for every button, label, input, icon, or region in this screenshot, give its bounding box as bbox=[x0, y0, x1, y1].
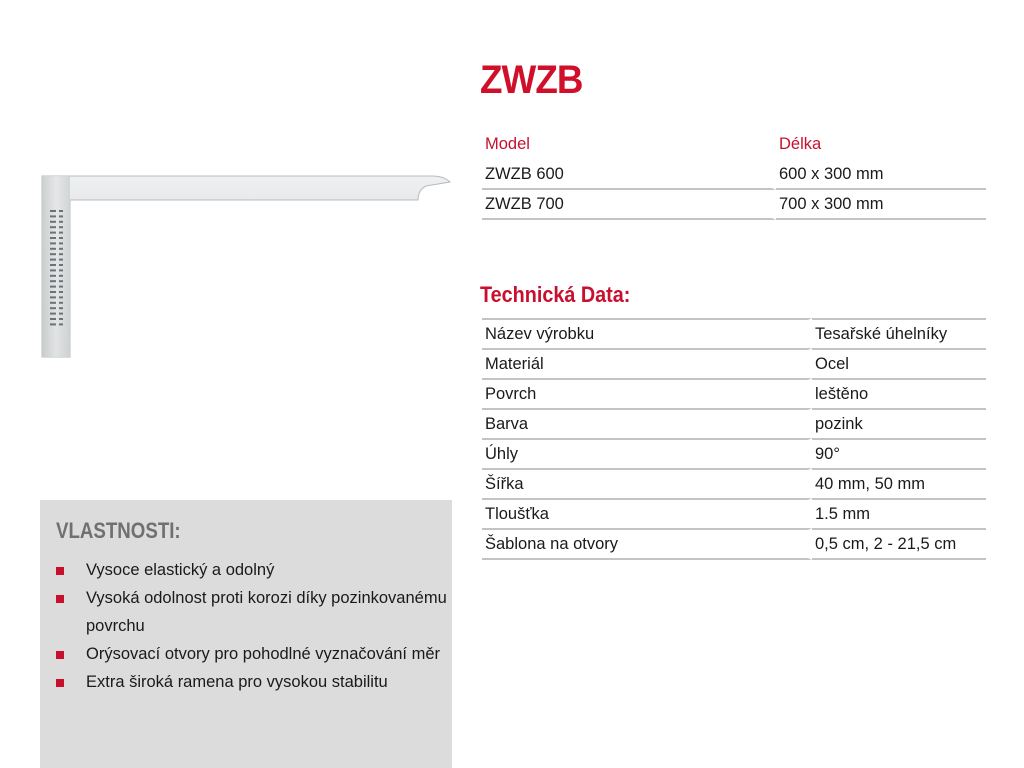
features-list bbox=[56, 556, 456, 696]
scribe-hole bbox=[59, 253, 63, 255]
features-heading: VLASTNOSTI: bbox=[56, 518, 181, 543]
scribe-hole bbox=[59, 291, 63, 293]
spec-label: Šířka bbox=[482, 468, 812, 498]
table-row bbox=[482, 468, 986, 498]
tech-data-table bbox=[482, 318, 986, 560]
table-row bbox=[482, 438, 986, 468]
spec-value: 1.5 mm bbox=[812, 498, 986, 528]
scribe-hole bbox=[59, 232, 63, 234]
spec-label: Povrch bbox=[482, 378, 812, 408]
table-row bbox=[482, 348, 986, 378]
tech-data-heading: Technická Data: bbox=[480, 282, 631, 307]
scribe-hole bbox=[50, 253, 56, 255]
scribe-hole bbox=[50, 269, 56, 271]
scribe-hole bbox=[50, 259, 56, 261]
scribe-hole bbox=[59, 269, 63, 271]
scribe-hole bbox=[50, 291, 56, 293]
scribe-hole bbox=[59, 275, 63, 277]
scribe-hole bbox=[50, 264, 56, 266]
length-cell: 600 x 300 mm bbox=[776, 160, 986, 190]
spec-label: Tloušťka bbox=[482, 498, 812, 528]
spec-value: 40 mm, 50 mm bbox=[812, 468, 986, 498]
scribe-hole bbox=[59, 296, 63, 298]
spec-value: pozink bbox=[812, 408, 986, 438]
feature-text: Vysoce elastický a odolný bbox=[86, 561, 275, 579]
column-header-model: Model bbox=[482, 128, 776, 160]
list-item bbox=[56, 584, 456, 640]
scribe-hole bbox=[59, 307, 63, 309]
bullet-icon bbox=[56, 567, 64, 575]
scribe-hole bbox=[50, 221, 56, 223]
table-row bbox=[482, 498, 986, 528]
scribe-hole bbox=[59, 286, 63, 288]
scribe-hole bbox=[59, 237, 63, 239]
table-row bbox=[482, 160, 986, 190]
length-cell: 700 x 300 mm bbox=[776, 190, 986, 220]
list-item bbox=[56, 556, 456, 584]
carpenter-square-icon bbox=[40, 170, 460, 360]
model-cell: ZWZB 600 bbox=[482, 160, 776, 190]
bullet-icon bbox=[56, 679, 64, 687]
scribe-hole bbox=[50, 313, 56, 315]
scribe-hole bbox=[50, 215, 56, 217]
feature-text: Orýsovací otvory pro pohodlné vyznačování měr bbox=[86, 645, 441, 663]
scribe-hole bbox=[50, 323, 56, 325]
scribe-hole bbox=[59, 264, 63, 266]
models-header-row bbox=[482, 128, 986, 160]
scribe-hole bbox=[59, 210, 63, 212]
scribe-hole bbox=[50, 248, 56, 250]
spec-label: Úhly bbox=[482, 438, 812, 468]
features-panel bbox=[40, 500, 452, 768]
scribe-hole bbox=[59, 318, 63, 320]
spec-value: leštěno bbox=[812, 378, 986, 408]
scribe-hole bbox=[50, 275, 56, 277]
scribe-hole bbox=[50, 307, 56, 309]
scribe-hole bbox=[59, 259, 63, 261]
table-row bbox=[482, 408, 986, 438]
scribe-hole bbox=[50, 296, 56, 298]
spec-value: Ocel bbox=[812, 348, 986, 378]
feature-text: Vysoká odolnost proti korozi díky pozinkovanému povrchu bbox=[86, 589, 447, 635]
scribe-hole bbox=[59, 226, 63, 228]
scribe-hole bbox=[50, 302, 56, 304]
spec-label: Šablona na otvory bbox=[482, 528, 812, 560]
scribe-hole bbox=[59, 323, 63, 325]
model-cell: ZWZB 700 bbox=[482, 190, 776, 220]
spec-value: 90° bbox=[812, 438, 986, 468]
product-title: ZWZB bbox=[480, 58, 583, 102]
scribe-hole bbox=[50, 232, 56, 234]
table-row bbox=[482, 190, 986, 220]
scribe-hole bbox=[59, 280, 63, 282]
scribe-hole bbox=[59, 242, 63, 244]
spec-label: Barva bbox=[482, 408, 812, 438]
scribe-hole bbox=[50, 318, 56, 320]
spec-value: Tesařské úhelníky bbox=[812, 318, 986, 348]
scribe-hole bbox=[50, 280, 56, 282]
scribe-hole bbox=[59, 215, 63, 217]
scribe-hole bbox=[50, 226, 56, 228]
scribe-hole bbox=[50, 286, 56, 288]
scribe-hole bbox=[50, 210, 56, 212]
table-row bbox=[482, 378, 986, 408]
scribe-hole bbox=[50, 242, 56, 244]
column-header-length: Délka bbox=[779, 134, 822, 153]
scribe-hole bbox=[50, 237, 56, 239]
scribe-hole bbox=[59, 248, 63, 250]
spec-label: Materiál bbox=[482, 348, 812, 378]
carpenter-square-image bbox=[40, 170, 460, 365]
bullet-icon bbox=[56, 595, 64, 603]
spec-label: Název výrobku bbox=[482, 318, 812, 348]
table-row bbox=[482, 528, 986, 560]
scribe-hole bbox=[59, 313, 63, 315]
table-row bbox=[482, 318, 986, 348]
bullet-icon bbox=[56, 651, 64, 659]
feature-text: Extra široká ramena pro vysokou stabilitu bbox=[86, 673, 388, 691]
models-table bbox=[482, 128, 986, 220]
list-item bbox=[56, 640, 456, 668]
scribe-hole bbox=[59, 221, 63, 223]
scribe-hole bbox=[59, 302, 63, 304]
spec-value: 0,5 cm, 2 - 21,5 cm bbox=[812, 528, 986, 560]
list-item bbox=[56, 668, 456, 696]
